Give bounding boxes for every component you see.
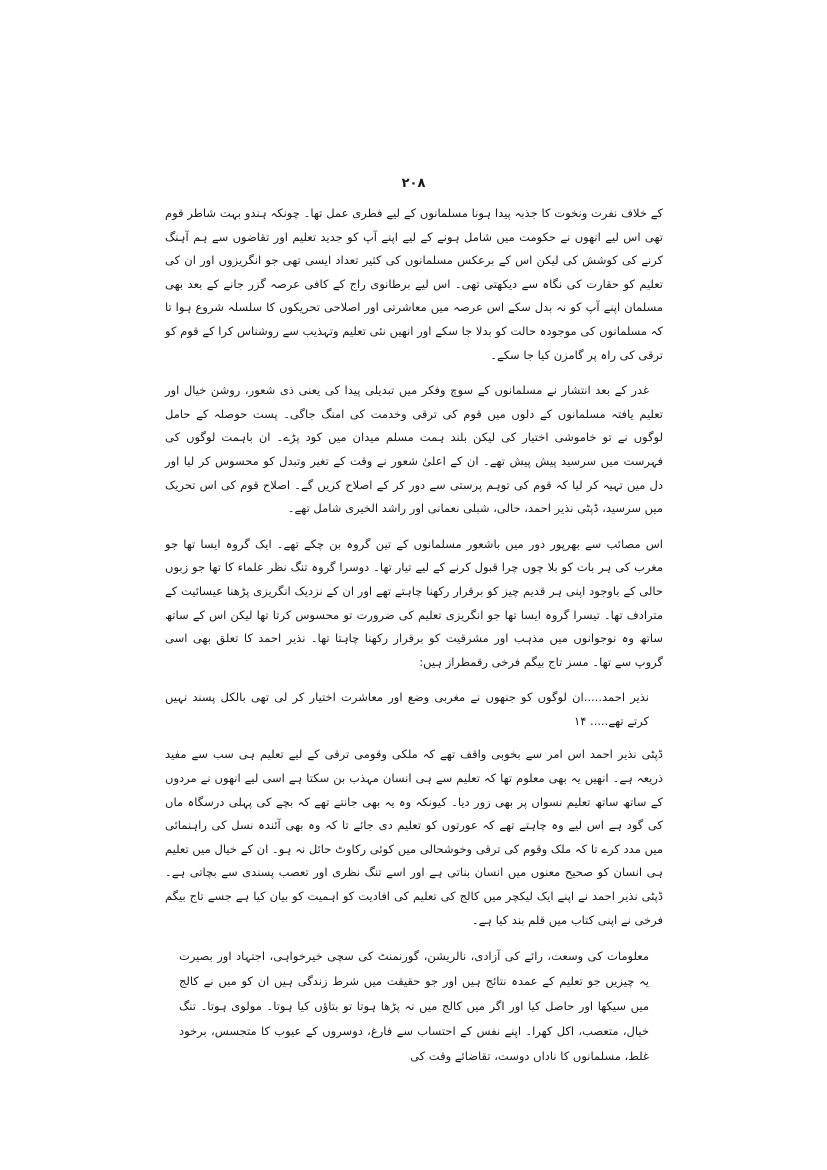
paragraph-2: غدر کے بعد انتشار نے مسلمانوں کے سوچ وفکر میں تبدیلی پیدا کی یعنی ذی شعور، روشن خیال اور تعلیم یافتہ مسلمانوں کے دلوں میں قوم کی ترقی وخدمت کی امنگ جاگی۔ پست حوصلہ کے حامل لوگوں نے تو خاموشی اختیار کی لیکن بلند ہمت مسلم میدان میں کود پڑے۔ ان باہمت لوگوں کی فہرست میں سرسید پیش پیش تھے۔ ان کے اعلیٰ شعور نے وقت کے تغیر وتبدل کو محسوس کر لیا اور دل میں تہیہ کر لیا کہ قوم کی توہم پرستی سے دور کر کے اصلاح کریں گے۔ اصلاح قوم کی اس تحریک میں سرسید، ڈپٹی نذیر احمد، حالی، شبلی نعمانی اور راشد الخیری شامل تھے۔ [165, 383, 663, 516]
page-body [165, 202, 663, 1069]
paragraph-5: ڈپٹی نذیر احمد اس امر سے بخوبی واقف تھے کہ ملکی وقومی ترقی کے لیے تعلیم ہی سب سے مفید ذریعہ ہے۔ انھیں یہ بھی معلوم تھا کہ تعلیم سے ہی انسان مہذب بن سکتا ہے اسی لیے انھوں نے مردوں کے ساتھ ساتھ تعلیم نسواں پر بھی زور دیا۔ کیونکہ وہ یہ بھی جانتے تھے کہ بچے کی پہلی درسگاہ ماں کی گود ہے اس لیے وہ چاہتے تھے کہ عورتوں کو تعلیم دی جائے تا کہ وہ بھی آئندہ نسل کی راہنمائی میں مدد کرے تا کہ ملک وقوم کی ترقی وخوشحالی میں کوئی رکاوٹ حائل نہ ہو۔ ان کے خیال میں تعلیم ہی انسان کو صحیح معنوں میں انسان بناتی ہے اور اسے تنگ نظری اور تعصب پسندی سے بچاتی ہے۔ ڈپٹی نذیر احمد نے اپنے ایک لیکچر میں کالج کی تعلیم کی افادیت کو اہمیت کو بیان کیا ہے جسے تاج بیگم فرخی نے اپنی کتاب میں قلم بند کیا ہے۔ [165, 747, 663, 927]
inline-quote: نذیر احمد.....ان لوگوں کو جنھوں نے مغربی وضع اور معاشرت اختیار کر لی تھی بالکل پسند نہیں کرتے تھے..... ۱۴ [165, 690, 649, 728]
paragraph-1: کے خلاف نفرت ونخوت کا جذبہ پیدا ہونا مسلمانوں کے لیے فطری عمل تھا۔ چونکہ ہندو بہت شاطر قوم تھی اس لیے انھوں نے حکومت میں شامل ہونے کے لیے اپنے آپ کو جدید تعلیم اور تقاضوں سے ہم آہنگ کرنے کی کوشش کی لیکن اس کے برعکس مسلمانوں کی کثیر تعداد ایسی تھی جو انگریزوں اور ان کی تعلیم کو حقارت کی نگاہ سے دیکھتی تھی۔ اس لیے برطانوی راج کے کافی عرصہ گزر جانے کے بعد بھی مسلمان اپنے آپ کو نہ بدل سکے اس عرصہ میں معاشرتی اور اصلاحی تحریکوں کا سلسلہ شروع ہوا تا کہ مسلمانوں کی موجودہ حالت کو بدلا جا سکے اور انھیں نئی تعلیم وتہذیب سے روشناس کرا کے قوم کو ترقی کی راہ پر گامزن کیا جا سکے۔ [165, 206, 663, 362]
paragraph-3: اس مصائب سے بھرپور دور میں باشعور مسلمانوں کے تین گروہ بن چکے تھے۔ ایک گروہ ایسا تھا جو مغرب کی ہر بات کو بلا چوں چرا قبول کرنے کے لیے تیار تھا۔ دوسرا گروہ تنگ نظر علماء کا تھا جو زبوں حالی کے باوجود اپنی ہر قدیم چیز کو برقرار رکھنا چاہتے تھے اور ان کے نزدیک انگریزی پڑھنا عیسائیت کے مترادف تھا۔ تیسرا گروہ ایسا تھا جو انگریزی تعلیم کی ضرورت تو محسوس کرتا تھا لیکن اس کے ساتھ ساتھ وہ نوجوانوں میں مذہب اور مشرقیت کو برقرار رکھنا چاہتا تھا۔ نذیر احمد کا تعلق بھی اسی گروپ سے تھا۔ مسز تاج بیگم فرخی رقمطراز ہیں: [165, 536, 663, 669]
block-quote: معلومات کی وسعت، رائے کی آزادی، نالریشن، گورنمنٹ کی سچی خیرخواہی، اجتہاد اور بصیرت یہ چیزیں جو تعلیم کے عمدہ نتائج ہیں اور جو حقیقت میں شرط زندگی ہیں ان کو میں نے کالج میں سیکھا اور حاصل کیا اور اگر میں کالج میں نہ پڑھا ہوتا تو بتاؤں کیا ہوتا۔ مولوی ہوتا۔ تنگ خیال، متعصب، اکل کھرا۔ اپنے نفس کے احتساب سے فارغ، دوسروں کے عیوب کا متجسس، برخود غلط، مسلمانوں کا ناداں دوست، تقاضائے وقت کی [179, 949, 649, 1064]
page-number: ۲۰۸ [401, 176, 426, 191]
